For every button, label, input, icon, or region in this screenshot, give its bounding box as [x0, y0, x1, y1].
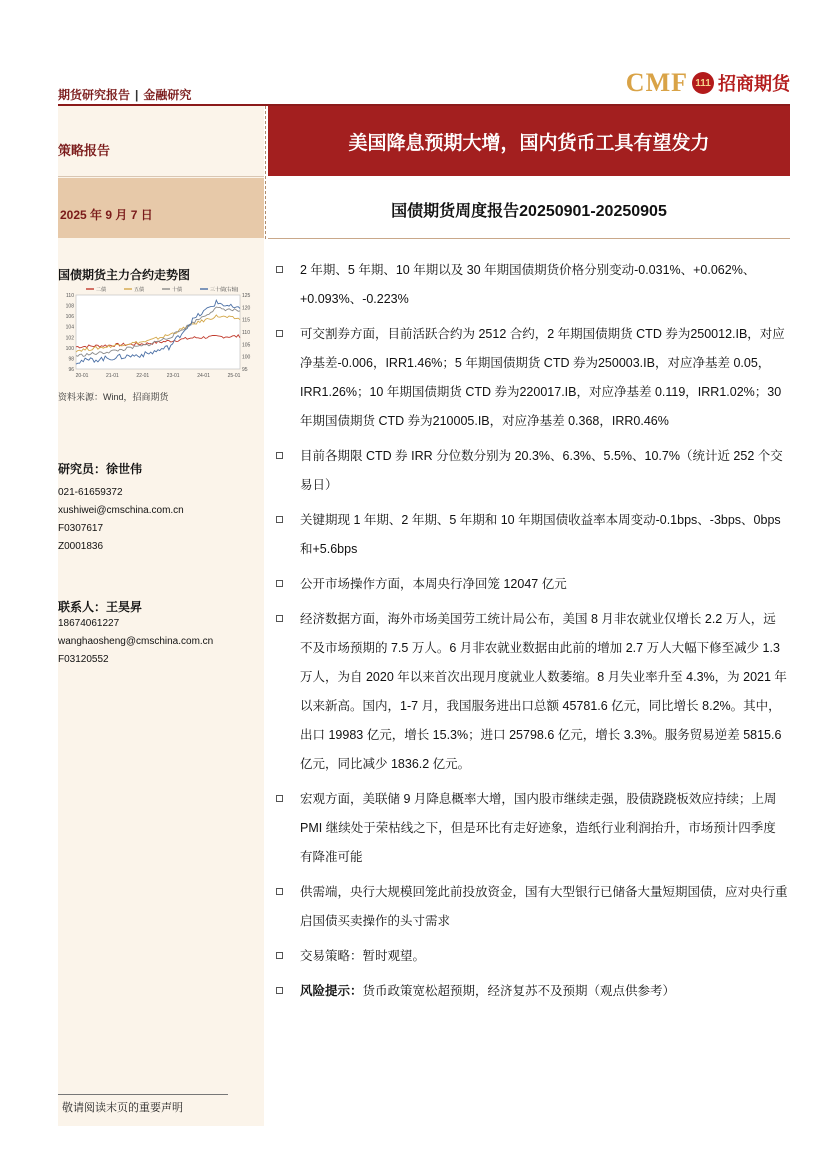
report-subtitle: 国债期货周度报告20250901-20250905 [391, 203, 667, 220]
bullet-text: 宏观方面，美联储 9 月降息概率大增，国内股市继续走强，股债跷跷板效应持续；上周 PMI 继续处于荣枯线之下，但是环比有走好迹象，造纸行业利润抬升，市场预计四季度有降准可能 [300, 792, 777, 864]
bullet-text: 货币政策宽松超预期，经济复苏不及预期（观点供参考） [362, 984, 676, 998]
bullet-yield-change [276, 506, 788, 564]
x-tick-label: 21-01 [106, 373, 119, 379]
x-tick-label: 23-01 [166, 373, 180, 379]
bullet-open-market [276, 570, 788, 599]
footer-rule [58, 1094, 228, 1095]
bullet-macro [276, 785, 788, 872]
breadcrumb-research-area: 金融研究 [143, 88, 192, 102]
y-left-tick-label: 108 [65, 303, 74, 310]
y-right-tick-label: 105 [242, 342, 251, 349]
report-title: 美国降息预期大增，国内货币工具有望发力 [348, 132, 710, 154]
square-bullet-icon [276, 330, 283, 337]
bullet-economic-data [276, 605, 788, 779]
y-left-tick-label: 102 [65, 335, 74, 342]
logo-badge-icon: 111 [692, 72, 714, 94]
y-right-tick-label: 115 [242, 317, 250, 324]
bullet-deliverable [276, 320, 788, 436]
square-bullet-icon [276, 580, 283, 587]
legend-label: 三十债(右轴) [210, 287, 239, 293]
legend-label: 五债 [134, 287, 145, 293]
researcher-license-2: Z0001836 [58, 541, 104, 552]
square-bullet-icon [276, 952, 283, 959]
square-bullet-icon [276, 888, 283, 895]
researcher-license-1: F0307617 [58, 523, 104, 534]
sidebar-panel [58, 106, 264, 1126]
legend-label: 十债 [172, 287, 183, 293]
square-bullet-icon [276, 615, 283, 622]
bullet-text: 2 年期、5 年期、10 年期以及 30 年期国债期货价格分别变动-0.031%、+0.062%、+0.093%、-0.223% [300, 263, 756, 306]
footer-notice: 敬请阅读末页的重要声明 [62, 1102, 183, 1114]
bullet-text: 交易策略：暂时观望。 [300, 949, 426, 963]
bullet-text: 关键期现 1 年期、2 年期、5 年期和 10 年期国债收益率本周变动-0.1bps、-3bps、0bps 和+5.6bps [300, 513, 781, 556]
chart-title: 国债期货主力合约走势图 [58, 268, 191, 282]
bullet-text: 可交割券方面，目前活跃合约为 2512 合约，2 年期国债期货 CTD 券为250012.IB，对应净基差-0.006，IRR1.46%；5 年期国债期货 CTD 券为250003.IB，对应净基差 0.05，IRR1.26%；10 年期国债期货 CTD 券为220017.IB，对应净基差 0.119，IRR1.02%；30 年期国债期货 CTD 券为210005.IB，对应净基差 0.368，IRR0.46% [300, 327, 785, 428]
breadcrumb-report-type: 期货研究报告 [58, 88, 131, 102]
bullet-text: 目前各期限 CTD 券 IRR 分位数分别为 20.3%、6.3%、5.5%、10.7%（统计近 252 个交易日） [300, 449, 783, 492]
y-left-tick-label: 110 [66, 293, 74, 299]
bullet-price-change [276, 256, 788, 314]
sidebar-divider [58, 176, 264, 177]
y-right-tick-label: 95 [242, 367, 248, 373]
bullet-strategy [276, 942, 788, 971]
breadcrumb: 期货研究报告 | 金融研究 [58, 88, 192, 102]
contact-license: F03120552 [58, 654, 109, 665]
y-right-tick-label: 110 [242, 330, 250, 336]
y-left-tick-label: 98 [68, 356, 74, 363]
researcher-label: 研究员：徐世伟 [58, 462, 143, 476]
bullet-text: 公开市场操作方面，本周央行净回笼 12047 亿元 [300, 577, 567, 591]
x-tick-label: 22-01 [136, 373, 150, 379]
company-logo [626, 68, 790, 98]
square-bullet-icon [276, 987, 283, 994]
y-right-tick-label: 120 [242, 305, 251, 312]
square-bullet-icon [276, 266, 283, 273]
y-left-tick-label: 100 [65, 345, 74, 352]
subtitle-rule [268, 238, 790, 239]
chart-source: 资料来源：Wind，招商期货 [58, 392, 169, 402]
x-tick-label: 24-01 [197, 373, 210, 379]
contact-label: 联系人：王昊昇 [58, 600, 143, 614]
legend-label: 二债 [96, 287, 107, 293]
square-bullet-icon [276, 795, 283, 802]
futures-trend-chart [58, 283, 258, 387]
bullet-risk [276, 977, 788, 1006]
risk-label: 风险提示： [300, 984, 363, 998]
report-title-banner [268, 106, 790, 176]
y-left-tick-label: 104 [65, 324, 74, 331]
report-date-box [58, 178, 264, 238]
header-vertical-divider [265, 106, 267, 239]
summary-bullets [276, 256, 788, 1006]
logo-cmf-text: CMF [625, 68, 688, 97]
y-left-tick-label: 106 [65, 314, 74, 321]
bullet-irr-percentile [276, 442, 788, 500]
x-tick-label: 20-01 [75, 373, 89, 379]
y-right-tick-label: 125 [242, 293, 251, 299]
y-right-tick-label: 100 [242, 354, 251, 361]
bullet-text: 供需端，央行大规模回笼此前投放资金，国有大型银行已储备大量短期国债，应对央行重启国债买卖操作的头寸需求 [300, 885, 788, 928]
logo-chinese-name: 招商期货 [718, 74, 790, 94]
contact-email[interactable]: wanghaosheng@cmschina.com.cn [58, 636, 214, 647]
square-bullet-icon [276, 452, 283, 459]
x-tick-label: 25-01 [227, 373, 241, 379]
report-category: 策略报告 [58, 143, 111, 158]
researcher-phone: 021-61659372 [58, 487, 123, 498]
researcher-email[interactable]: xushiwei@cmschina.com.cn [58, 505, 184, 516]
bullet-text: 经济数据方面，海外市场美国劳工统计局公布，美国 8 月非农就业仅增长 2.2 万人，远不及市场预期的 7.5 万人。6 月非农就业数据由此前的增加 2.7 万人大幅下修至减少 1.3 万人，为自 2020 年以来首次出现月度就业人数萎缩。8 月失业率升至 4.3%，为 2021 年以来新高。国内，1-7 月，我国服务进出口总额 45781.6 亿元，同比增长 8.2%。其中，出口 19983 亿元，增长 15.3%；进口 25798.6 亿元，增长 3.3%。服务贸易逆差 5815.6 亿元，同比减少 1836.2 亿元。 [300, 612, 787, 771]
y-left-tick-label: 96 [68, 367, 74, 373]
contact-phone: 18674061227 [58, 618, 120, 629]
report-date: 2025 年 9 月 7 日 [60, 208, 153, 222]
bullet-supply-demand [276, 878, 788, 936]
square-bullet-icon [276, 516, 283, 523]
